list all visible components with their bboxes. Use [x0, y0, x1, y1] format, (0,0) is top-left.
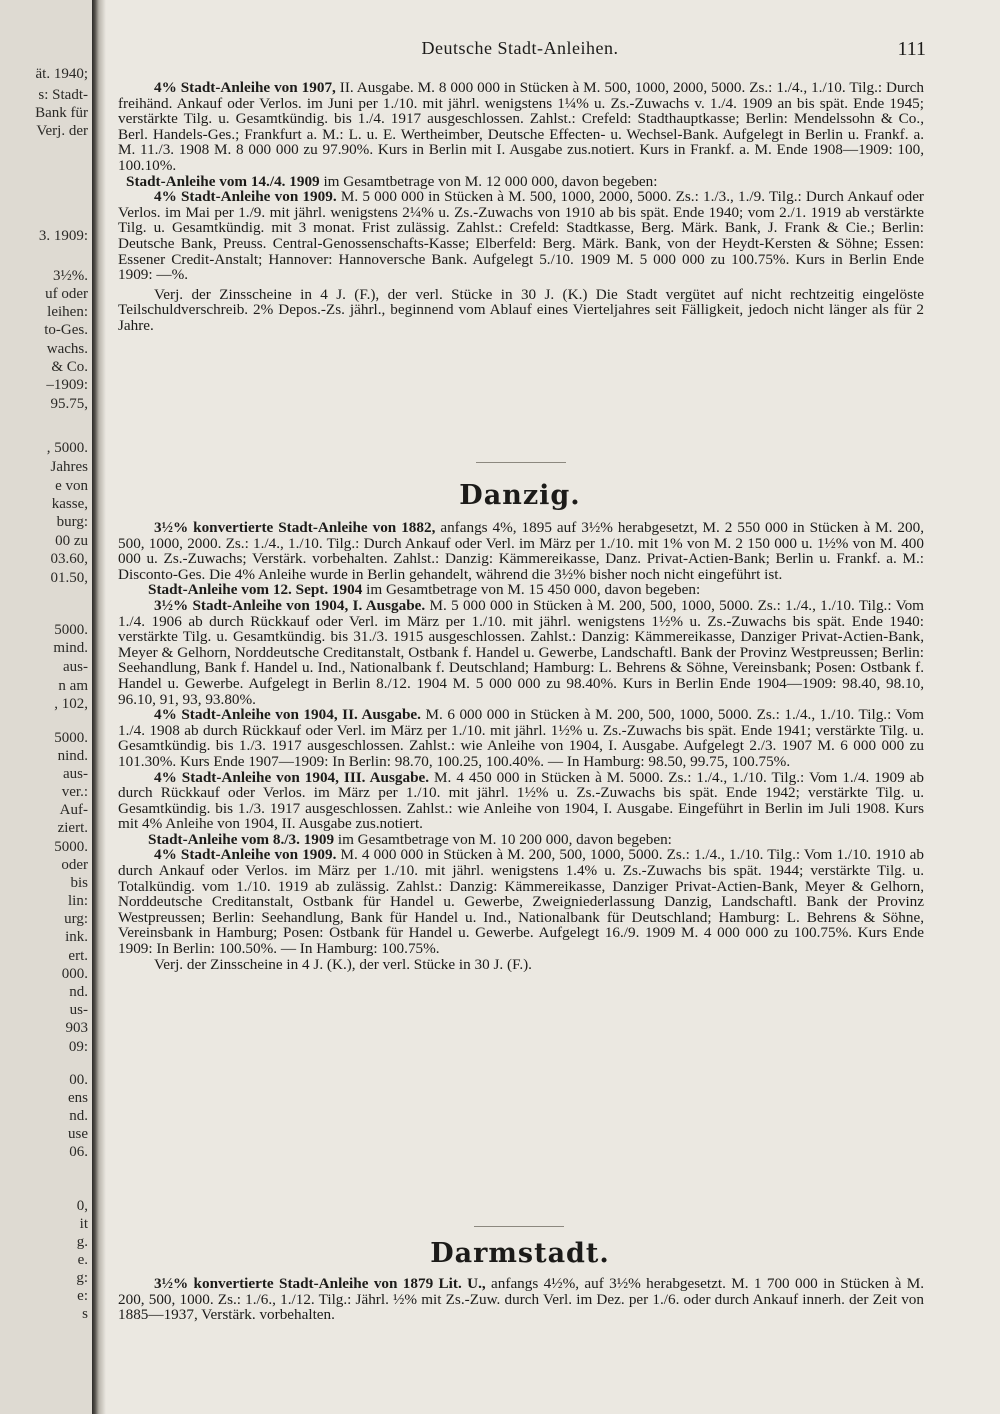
previous-page-fragment: Bank für [35, 105, 88, 121]
previous-page-fragment: & Co. [51, 359, 88, 375]
loan-heading: Stadt-Anleihe vom 14./4. 1909 [126, 172, 320, 190]
previous-page-fragment: it [79, 1216, 88, 1232]
previous-page-fragment: ert. [68, 948, 88, 964]
loan-text: M. 5 000 000 in Stücken à M. 500, 1000, 2000, 5000. Zs.: 1./3., 1./9. Tilg.: Durch Ankauf oder Verlos. im Mai per 1./9. mit jährl. wenigstens 2¼% u. Zs.-Zuwachs von 1910 ab bis spät. Ende 1940; vom 2./1. 1919 ab verstärkte Tilg. u. Gesamtkündig. mit 3 monat. Frist zulässig. Zahlst.: Crefeld: Stadtkasse, Berg. Märk. Bank, J. Frank & Cie.; Berlin: Deutsche Bank, Preuss. Central-Genossenschafts-Kasse; Elberfeld: Berg. Märk. Bank, von der Heydt-Kersten & Söhne; Essen: Essener Credit-Anstalt; Hannover: Hannoversche Bank. Aufgelegt 5./10. 1909 M. 5 000 000 zu 100.75%. Kurs in Berlin Ende 1909: —%. [118, 188, 924, 284]
previous-page-fragment: ver.: [61, 784, 88, 800]
loan-heading: 4% Stadt-Anleihe von 1904, III. Ausgabe. [154, 768, 430, 786]
section-divider [476, 462, 566, 463]
previous-page-fragment: nd. [69, 984, 88, 1000]
section-divider [474, 1226, 564, 1227]
loan-text: M. 6 000 000 in Stücken à M. 200, 500, 1000, 5000. Zs.: 1./4., 1./10. Tilg.: Vom 1./4. 1908 ab durch Rückkauf oder Verl. im März per 1./10. mit jährl. 1½% u. Zs.-Zuwachs bis spät. Ende 1941; verstärkte Tilg. u. Gesamtkündig. bis 1./3. 1917 ausgeschlossen. Zahlst.: wie Anleihe von 1904, I. Ausgabe. Aufgelegt 2./3. 1907 M. 6 000 000 zu 101.30%. Kurs Ende 1907—1909: In Berlin: 98.70, 100.25, 100.40%. — In Hamburg: 98.50, 99.75, 100.75%. [118, 706, 924, 770]
loan-text: im Gesamtbetrage von M. 10 200 000, davon begeben: [334, 830, 672, 848]
loan-text: M. 4 450 000 in Stücken à M. 5000. Zs.: 1./4., 1./10. Tilg.: Vom 1./4. 1909 ab durch Rückkauf oder Verlos. im März per 1./10. mit jährl. 1½% u. Zs.-Zuwachs bis spät. Ende 1942; verstärkte Tilg. u. Gesamtkündig. bis 1./3. 1917 ausgeschlossen. Zahlst.: wie Anleihe von 1904, I. Ausgabe. Eingeführt in Berlin im Juli 1908. Kurs mit 4% Anleihe von 1904, II. Ausgabe zus.notiert. [118, 768, 924, 833]
loan-entry-1904-total [118, 582, 924, 598]
previous-page-fragment: 3. 1909: [38, 228, 88, 244]
loan-text: M. 4 000 000 in Stücken à M. 200, 500, 1000, 5000. Zs.: 1./4., 1./10. Tilg.: Vom 1./10. 1910 ab durch Ankauf oder Verlos. im März per 1./10. mit jährl. wenigstens 1.4% u. Zs.-Zuwachs bis spät. 1944; verstärkte Tilg. u. Totalkündig. vom 1./10. 1919 ab zulässig. Zahlst.: Danzig: Kämmereikasse, Danziger Privat-Actien-Bank, Meyer & Gelhorn, Norddeutsche Creditanstalt, Ostbank für Handel u. Gewerbe, Zweigniederlassung Danzig, Landschaftl. Bank der Provinz Westpreussen; Berlin: Seehandlung, Bank für Handel u. Ind., Nationalbank für Deutschland; Hamburg: L. Behrens & Söhne, Vereinsbank in Hamburg; Posen: Ostbank für Handel u. Gewerbe. Aufgelegt 16./9. 1909 M. 4 000 000 zu 100.75%. Kurs Ende 1909: In Berlin: 100.50%. — In Hamburg: 100.75%. [118, 846, 925, 958]
previous-page-fragment: burg: [56, 514, 88, 530]
previous-page-fragment: 06. [69, 1144, 88, 1160]
city-heading-darmstadt: Darmstadt. [430, 1238, 610, 1269]
previous-page-fragment: 5000. [54, 622, 88, 638]
loan-text: anfangs 4%, 1895 auf 3½% herabgesetzt, M. 2 550 000 in Stücken à M. 200, 500, 1000, 2000. Zs.: 1./4., 1./10. Tilg.: Durch Ankauf oder Verl. im März per 1./10. mit 1% von M. 2 150 000 u. 1½% von M. 400 000 u. Zs.-Zuwachs; Verstärk. vorbehalten. Zahlst.: Danzig: Kämmereikasse, Danz. Privat-Actien-Bank; Berlin u. Frankf. a. M.: Disconto-Ges. Die 4% Anleihe wurde in Berlin gehandelt, während die 3½% bisher noch nicht eingeführt ist. [118, 519, 924, 583]
previous-page-fragment: , 102, [54, 696, 88, 712]
loan-text: anfangs 4½%, auf 3½% herabgesetzt. M. 1 700 000 in Stücken à M. 200, 500, 1000. Zs.: 1./6., 1./12. Tilg.: Jährl. ½% mit Zs.-Zuw. durch Verl. im Dez. per 1./6. oder durch Ankauf innerh. der Zeit von 1885—1937, Verstärk. vorbehalten. [118, 1275, 925, 1324]
loan-entry-1904-i [118, 598, 924, 707]
previous-page-fragment: Jahres [50, 459, 88, 475]
previous-page-fragment: 95.75, [50, 396, 88, 412]
section-prev-city [118, 80, 924, 334]
previous-page-fragment: –1909: [46, 377, 88, 393]
previous-page-fragment: e von [55, 478, 88, 494]
previous-page-fragment: ink. [65, 929, 88, 945]
previous-page-fragment: 00 zu [55, 533, 88, 549]
previous-page-fragment: uf oder [45, 286, 88, 302]
page-number: 111 [897, 38, 926, 60]
previous-page-fragment: 903 [65, 1020, 88, 1036]
previous-page-fragment: lin: [67, 893, 88, 909]
page-header [114, 38, 926, 68]
note-text: Verj. der Zinsscheine in 4 J. (K.), der verl. Stücke in 30 J. (F.). [154, 955, 532, 973]
previous-page-fragment: 01.50, [50, 570, 88, 586]
page-fold-shadow [92, 0, 106, 1414]
previous-page-fragment: g. [76, 1234, 88, 1250]
loan-entry-1879 [118, 1276, 924, 1323]
loan-heading: 4% Stadt-Anleihe von 1907, [154, 79, 336, 96]
running-title: Deutsche Stadt-Anleihen. [421, 38, 619, 58]
loan-heading: Stadt-Anleihe vom 12. Sept. 1904 [148, 581, 363, 599]
loan-entry-1909 [118, 189, 924, 283]
previous-page-fragment: aus- [63, 766, 88, 782]
loan-heading: 4% Stadt-Anleihe von 1909. [154, 846, 337, 864]
previous-page-fragment: ens [68, 1090, 88, 1106]
loan-entry-1882 [118, 520, 924, 582]
previous-page-fragment: 3½%. [53, 268, 88, 284]
loan-entry-1904-iii [118, 770, 924, 832]
previous-page-fragment: bis [70, 875, 88, 891]
loan-heading: 3½% Stadt-Anleihe von 1904, I. Ausgabe. [154, 596, 426, 614]
previous-page-fragment: 09: [68, 1039, 88, 1055]
previous-page-fragment: , 5000. [46, 440, 88, 456]
limitation-note [118, 287, 924, 334]
loan-heading: Stadt-Anleihe vom 8./3. 1909 [148, 830, 335, 848]
previous-page-fragment: g: [76, 1270, 88, 1286]
previous-page-fragment: nd. [69, 1108, 88, 1124]
previous-page-fragment: nind. [57, 748, 88, 764]
previous-page-fragment: leihen: [47, 304, 88, 320]
previous-page-fragment: 00. [69, 1072, 88, 1088]
loan-entry-1907 [118, 80, 924, 174]
previous-page-fragment: us- [69, 1002, 88, 1018]
previous-page-fragment: Verj. der [36, 123, 88, 139]
previous-page-fragment: 5000. [54, 839, 88, 855]
previous-page-fragment: 0, [76, 1198, 88, 1214]
loan-text: M. 5 000 000 in Stücken à M. 200, 500, 1000, 5000. Zs.: 1./4., 1./10. Tilg.: Vom 1./4. 1906 ab durch Rückkauf oder Verl. im März per 1./10. mit jährl. wenigstens 1½% u. Zs.-Zuwachs bis spät. Ende 1940: verstärkte Tilg. u. Gesamtkündig. bis 31./3. 1915 ausgeschlossen. Zahlst.: Danzig: Kämmereikasse, Danziger Privat-Actien-Bank, Meyer & Gelhorn, Norddeutsche Creditanstalt, Ostbank f. Handel u. Gewerbe, Landschaftl. Bank der Provinz Westpreussen; Berlin: Seehandlung, Bank f. Handel u. Ind., Nationalbank f. Deutschland; Hamburg: L. Behrens & Söhne, Vereinsbank; Posen: Ostbank f. Handel u. Gewerbe. Aufgelegt in Berlin 8./12. 1904 M. 5 000 000 zu 98.40%. Kurs in Berlin Ende 1904—1909: 98.40, 98.10, 96.10, 91, 93, 93.80%. [118, 596, 924, 708]
loan-text: II. Ausgabe. M. 8 000 000 in Stücken à M. 500, 1000, 2000, 5000. Zs.: 1./4., 1./10. Tilg.: Durch freihänd. Ankauf oder Verlos. im Juni per 1./10. mit jährl. wenigstens 1¼% u. Zs.-Zuwachs v. 1./4. 1909 an bis spät. Ende 1945; verstärkte Tilg. u. Gesamtkündig. bis 1./4. 1917 ausgeschlossen. Zahlst.: Crefeld: Stadthauptkasse; Berlin: Mendelssohn & Co., Berl. Handels-Ges.; Frankfurt a. M.: L. u. E. Wertheimber, Deutsche Effecten- u. Wechsel-Bank. Aufgelegt in Berlin u. Frankf. a. M. 11./3. 1908 M. 8 000 000 zu 97.90%. Kurs in Berlin mit I. Ausgabe zus.notiert. Kurs in Frankf. a. M. Ende 1908—1909: 100, 100.10%. [118, 79, 925, 174]
loan-entry-1909-total [118, 832, 924, 848]
loan-entry-1909-total [118, 174, 924, 190]
section-danzig [118, 520, 924, 972]
previous-page-fragment: to-Ges. [44, 322, 88, 338]
previous-page-fragment: Auf- [59, 802, 88, 818]
section-darmstadt [118, 1276, 924, 1323]
loan-text: im Gesamtbetrage von M. 15 450 000, davon begeben: [362, 581, 701, 599]
previous-page-fragment: ät. 1940; [35, 66, 88, 82]
loan-text: im Gesamtbetrage von M. 12 000 000, davon begeben: [319, 172, 658, 190]
previous-page-fragment: urg: [64, 911, 88, 927]
previous-page-fragment: n am [58, 678, 88, 694]
loan-heading: 4% Stadt-Anleihe von 1909. [154, 188, 337, 206]
previous-page-fragment: use [68, 1126, 88, 1142]
previous-page-fragment: kasse, [51, 496, 88, 512]
loan-entry-1909 [118, 847, 924, 956]
previous-page-fragment: wachs. [46, 341, 88, 357]
previous-page-fragment: s [82, 1306, 88, 1322]
previous-page-fragment: 5000. [54, 730, 88, 746]
previous-page-fragment: oder [61, 857, 88, 873]
previous-page-fragment: e: [77, 1288, 88, 1304]
page-content [114, 0, 926, 1414]
previous-page-fragment: 03.60, [50, 551, 88, 567]
loan-heading: 3½% konvertierte Stadt-Anleihe von 1879 Lit. U., [154, 1275, 486, 1292]
city-heading-danzig: Danzig. [459, 480, 581, 511]
loan-entry-1904-ii [118, 707, 924, 769]
note-text: Verj. der Zinsscheine in 4 J. (F.), der verl. Stücke in 30 J. (K.) Die Stadt vergütet auf nicht rechtzeitig eingelöste Teilschuldverschreib. 2% Depos.-Zs. jährl., beginnend vom Ablauf eines Vierteljahres seit Fälligkeit, jedoch nicht länger als für 2 Jahre. [118, 285, 924, 334]
previous-page-fragment: aus- [63, 659, 88, 675]
previous-page-fragment: mind. [53, 640, 88, 656]
previous-page-fragment: s: Stadt- [38, 87, 88, 103]
previous-page-fragment: 000. [61, 966, 88, 982]
previous-page-fragment: e. [77, 1252, 88, 1268]
limitation-note [118, 957, 924, 973]
loan-heading: 4% Stadt-Anleihe von 1904, II. Ausgabe. [154, 706, 421, 724]
previous-page-fragment: ziert. [57, 820, 88, 836]
loan-heading: 3½% konvertierte Stadt-Anleihe von 1882, [154, 519, 436, 536]
previous-page-strip [0, 0, 92, 1414]
